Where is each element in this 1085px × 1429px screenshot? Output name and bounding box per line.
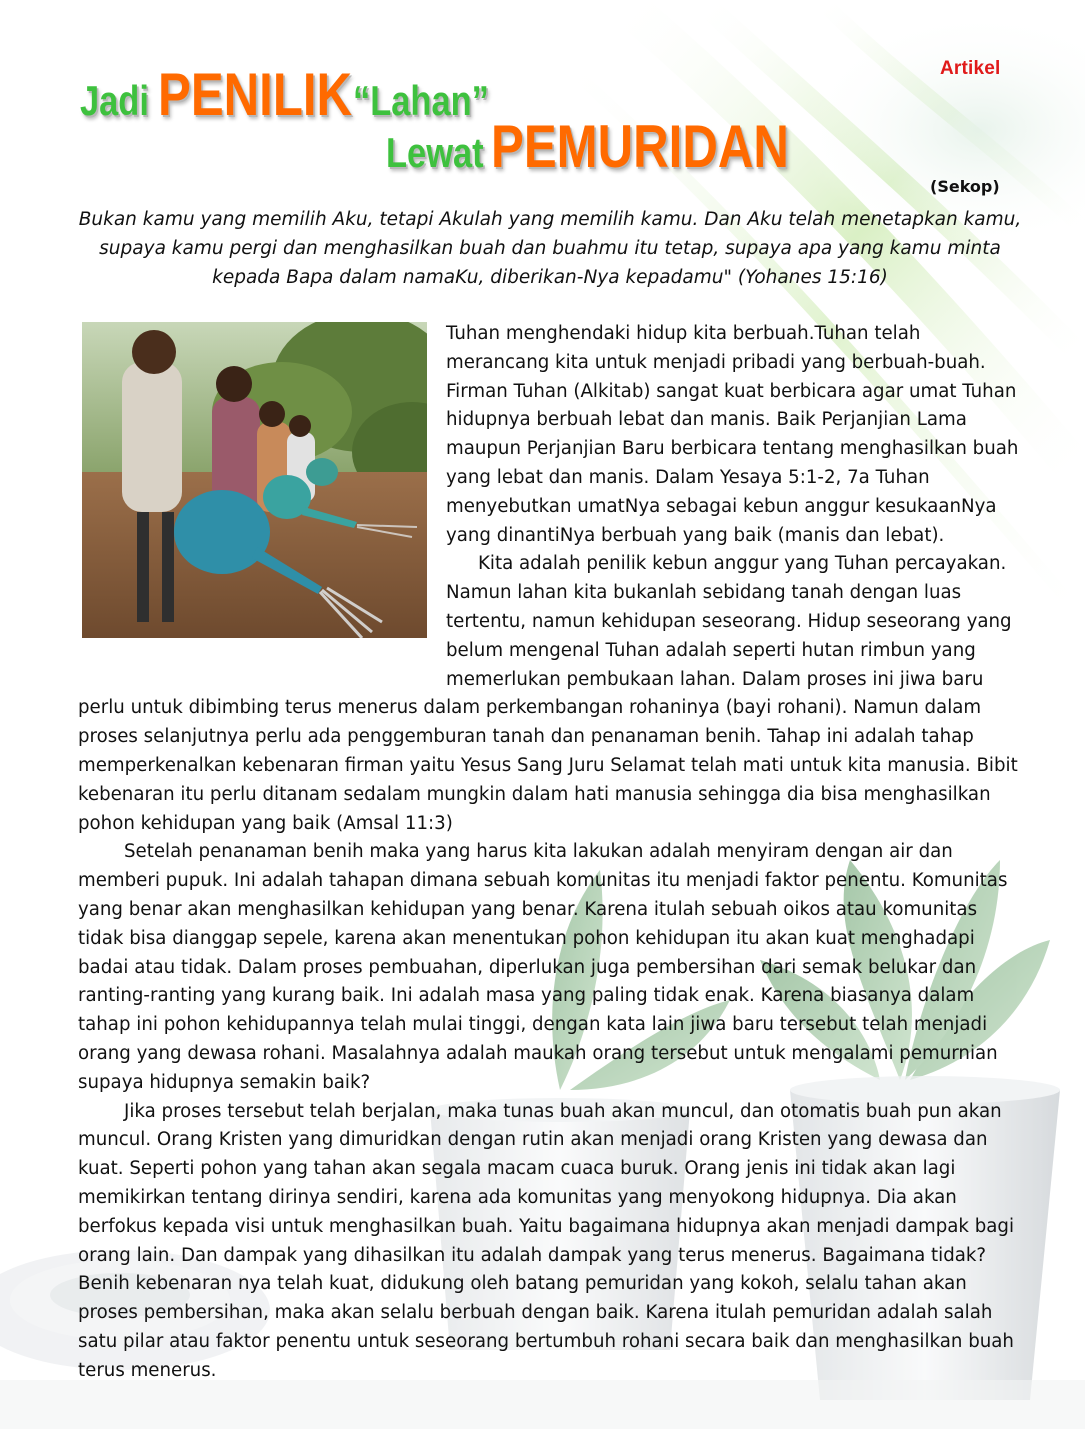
author-byline: (Sekop) <box>930 177 1000 196</box>
title-word: “Lahan” <box>352 77 489 124</box>
body-paragraph: Setelah penanaman benih maka yang harus kita lakukan adalah menyiram dengan air dan memberi pupuk. Ini adalah tahapan dimana sebuah komunitas itu menjadi faktor penentu. Komunitas yang benar akan menghasilkan kehidupan yang benar. Karena itulah sebuah oikos atau komunitas tidak bisa dianggap sepele, karena akan menentukan pohon kehidupan itu akan kuat menghadapi badai atau tidak. Dalam proses pembuahan, diperlukan juga pembersihan dari semak belukar dan ranting-ranting yang kurang baik. Ini adalah masa yang paling tidak enak. Karena biasanya dalam tahap ini pohon kehidupannya telah mulai tinggi, dengan kata lain jiwa baru tersebut telah menjadi orang yang dewasa rohani. Masalahnya adalah maukah orang tersebut untuk mengalami pemurnian supaya hidupnya semakin baik? <box>78 841 1008 1093</box>
bible-verse-quote: Bukan kamu yang memilih Aku, tetapi Akulah yang memilih kamu. Dan Aku telah menetapkan kamu, supaya kamu pergi dan menghasilkan buah dan buahmu itu tetap, supaya apa yang kamu minta kepada Bapa dalam namaKu, diberikan-Nya kepadamu" (Yohanes 15:16) <box>78 209 1022 288</box>
body-paragraph: Tuhan menghendaki hidup kita berbuah.Tuhan telah merancang kita untuk menjadi pribadi yang berbuah-buah. Firman Tuhan (Alkitab) sangat kuat berbicara agar umat Tuhan hidupnya berbuah lebat dan manis. Baik Perjanjian Lama maupun Perjanjian Baru berbicara tentang menghasilkan buah yang lebat dan manis. Dalam Yesaya 5:1-2, 7a Tuhan menyebutkan umatNya sebagai kebun anggur kesukaanNya yang dinantiNya berbuah yang baik (manis dan lebat). <box>446 323 1019 546</box>
article-title-line-2 <box>386 112 854 181</box>
title-word: Jadi <box>80 77 149 124</box>
section-label: Artikel <box>940 58 1001 79</box>
title-word: PENILIK <box>158 61 353 128</box>
body-paragraph: Jika proses tersebut telah berjalan, maka tunas buah akan muncul, dan otomatis buah pun akan muncul. Orang Kristen yang dimuridkan dengan rutin akan menjadi orang Kristen yang dewasa dan kuat. Seperti pohon yang tahan akan segala macam cuaca buruk. Orang jenis ini tidak akan lagi memikirkan tentang dirinya sendiri, karena ada komunitas yang menyokong hidupnya. Dia akan berfokus kepada visi untuk menghasilkan buah. Yaitu bagaimana hidupnya akan menjadi dampak bagi orang lain. Dan dampak yang dihasilkan itu adalah dampak yang terus menerus. Bagaimana tidak? Benih kebenaran nya telah kuat, didukung oleh batang pemuridan yang kokoh, selalu tahan akan proses pembersihan, maka akan selalu berbuah dengan baik. Karena itulah pemuridan adalah salah satu pilar atau faktor penentu untuk seseorang bertumbuh rohani secara baik dan menghasilkan buah terus menerus. <box>78 1100 1015 1381</box>
title-word: Lewat <box>386 129 484 176</box>
body-paragraph: Kita adalah penilik kebun anggur yang Tuhan percayakan. Namun lahan kita bukanlah sebidang tanah dengan luas tertentu, namun kehidupan seseorang. Hidup seseorang yang belum mengenal Tuhan adalah seperti hutan rimbun yang memerlukan pembukaan lahan. Dalam proses ini jiwa baru perlu untuk dibimbing terus menerus dalam perkembangan rohaninya (bayi rohani). Namun dalam proses selanjutnya perlu ada penggemburan tanah dan penanaman benih. Tahap ini adalah tahap memperkenalkan kebenaran firman yaitu Yesus Sang Juru Selamat telah mati untuk kita manusia. Bibit kebenaran itu perlu ditanam sedalam mungkin dalam hati manusia sehingga dia bisa menghasilkan pohon kehidupan yang baik (Amsal 11:3) <box>78 553 1018 834</box>
title-word: PEMURIDAN <box>491 113 789 180</box>
photo-wrap-spacer <box>78 320 446 666</box>
article-body <box>78 320 1026 1385</box>
